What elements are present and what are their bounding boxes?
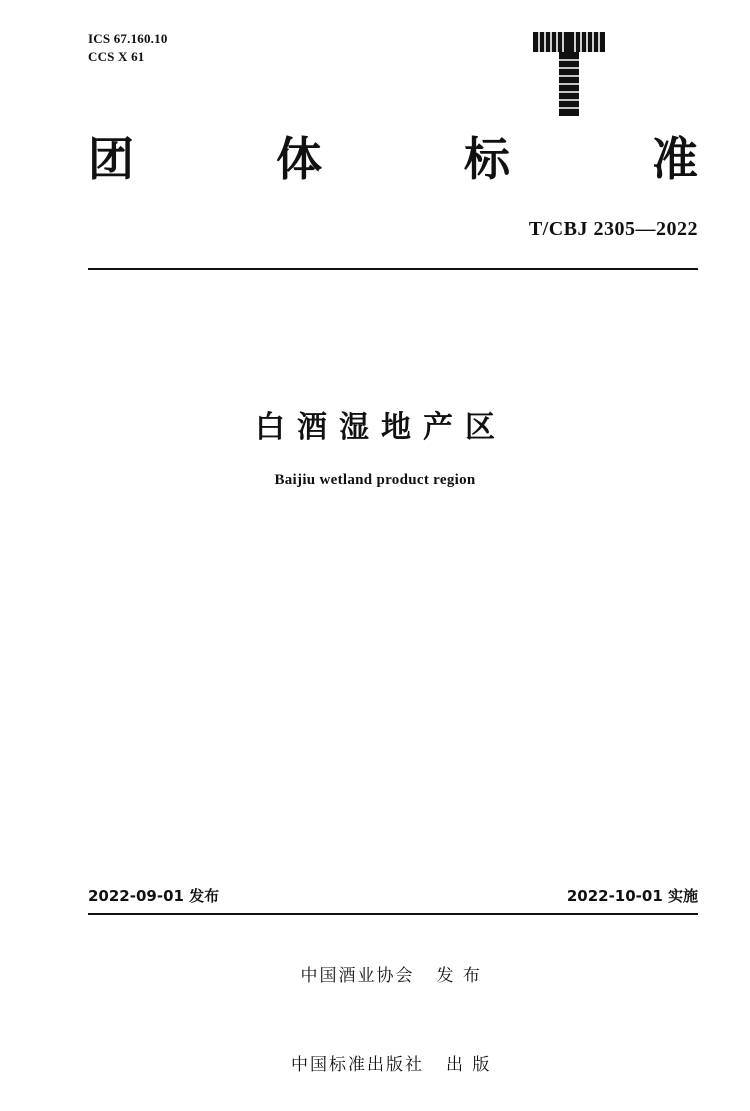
publisher-line-1 (0, 932, 750, 1021)
publisher-action-2: 出 版 (446, 1055, 492, 1075)
banner-char-2: 体 (276, 132, 322, 186)
t-logo-icon (529, 28, 609, 120)
standard-number: T/CBJ 2305—2022 (528, 218, 698, 240)
effective-date: 2022-10-01 实施 (566, 887, 698, 905)
ics-code: ICS 67.160.10 (88, 31, 168, 46)
t-logo (529, 28, 609, 120)
document-title-cn: 白酒湿地产区 (255, 410, 507, 445)
publisher-org-2: 中国标准出版社 (291, 1055, 425, 1075)
publisher-block (0, 932, 750, 1111)
publisher-action-1: 发 布 (436, 965, 482, 986)
footer-divider (88, 913, 698, 915)
ics-ccs-block (88, 30, 168, 65)
publisher-org-1: 中国酒业协会 (300, 965, 415, 986)
banner-char-3: 标 (464, 132, 510, 186)
banner-char-4: 准 (652, 132, 698, 186)
publisher-line-2 (0, 1021, 750, 1110)
banner-title (88, 132, 698, 186)
ccs-code: CCS X 61 (88, 48, 145, 64)
issue-date: 2022-09-01 发布 (88, 887, 220, 905)
document-title-en: Baijiu wetland product region (274, 472, 476, 488)
banner-char-1: 团 (88, 132, 134, 186)
header-divider (88, 268, 698, 270)
